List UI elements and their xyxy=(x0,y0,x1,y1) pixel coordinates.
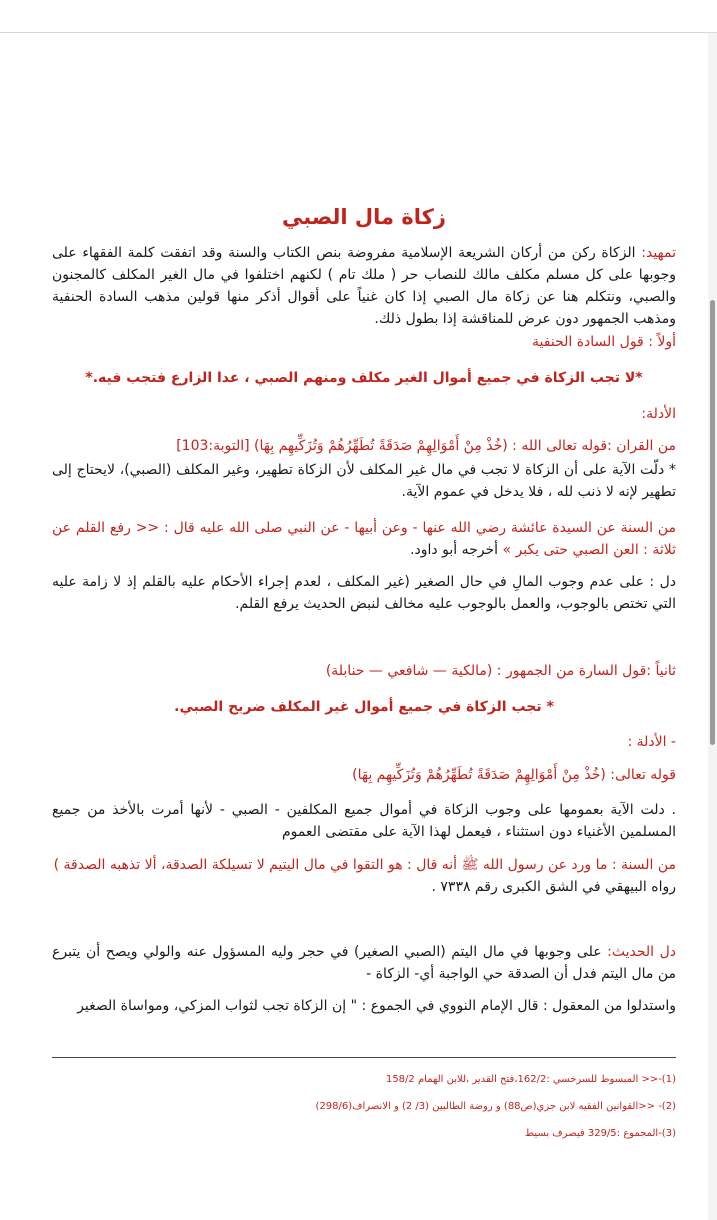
section-two-hadith-label: دل الحديث: xyxy=(607,944,677,960)
section-one-quran-note: * دلّت الآية على أن الزكاة لا تجب في مال غير المكلف لأن الزكاة تطهير، وغير المكلف (الصبي)، لايحتاج إلى تطهير لإنه لا ذنب لله ، فلا يدخل في عموم الآية. xyxy=(52,462,676,500)
section-one-evidence-heading: الأدلة: xyxy=(641,406,676,422)
scrollbar[interactable] xyxy=(710,300,715,745)
document-page xyxy=(0,33,708,1220)
page-title: زكاة مال الصبي xyxy=(282,205,446,229)
section-two-quran-note: . دلت الآية بعمومها على وجوب الزكاة في أموال جميع المكلفين - الصبي - لأنها أمرت بالأخذ من جميع المسلمين الأغنياء دون استثناء ، فيعمل لهذا الآية على مقتضى العموم xyxy=(52,802,676,840)
section-two-statement: * تجب الزكاة في جميع أموال غير المكلف ضريح الصبي. xyxy=(174,699,554,715)
section-two-heading: ثانياً :قول السارة من الجمهور : (مالكية — شافعي — حنابلة) xyxy=(325,663,676,679)
section-one-sunnah xyxy=(52,517,676,561)
section-one-quran: من القران :قوله تعالى الله : (خُذْ مِنْ أَمْوَالِهِمْ صَدَقَةً تُطَهِّرُهُمْ وَتُزَكِّيهِم بِهَا) [التوبة:103] xyxy=(176,438,676,454)
section-one-statement: *لا تجب الزكاة في جميع أموال الغير مكلف ومنهم الصبي ، عدا الزارع فتجب فيه.* xyxy=(85,370,643,386)
section-one-sunnah-text: من السنة عن السيدة عائشة رضي الله عنها - وعن أبيها - عن النبي صلى الله عليه قال : << رفع القلم عن ثلاثة : العن الصبي حتى يكبر » xyxy=(52,520,676,558)
intro-label: تمهيد: xyxy=(641,245,676,261)
section-one-dalala: دل : على عدم وجوب المالِ في حال الصغير (غير المكلف ، لعدم إجراء الأحكام عليه بالقلم إذ لا زامة عليه التي تختص بالوجوب، والعمل بالوجوب عليه مخالف لنبض الحديث يرفع القلم. xyxy=(52,574,676,612)
section-two-sunnah-source: رواه البيهقي في الشق الكبرى رقم ٧٣٣٨ . xyxy=(431,879,676,895)
footnote-3: (3)-المجموع :329/5 فيصرف بسيط xyxy=(524,1128,676,1139)
intro-text: الزكاة ركن من أركان الشريعة الإسلامية مفروضة بنص الكتاب والسنة وقد اتفقت كلمة الفقهاء على وجوبها على كل مسلم مكلف مالك للنصاب حر ( ملك تام ) لكنهم اختلفوا في مال الغير المكلف كالمجنون والصبي، ونتكلم هنا عن زكاة مال الصبي إذا كان غنياً على أقوال أذكر منها قولين مذهب السادة الحنفية ومذهب الجمهور دون عرض للمناقشة إذا بطول ذلك. xyxy=(52,245,676,327)
section-two-quran: قوله تعالى: (خُذْ مِنْ أَمْوَالِهِمْ صَدَقَةً تُطَهِّرُهُمْ وَتُزَكِّيهِم بِهَا) xyxy=(352,767,676,783)
section-two-evidence-heading: - الأدلة : xyxy=(627,734,676,750)
section-one-heading: أولاً : قول السادة الحنفية xyxy=(532,334,676,350)
section-two-hadith xyxy=(52,941,676,985)
section-two-hadith-text: على وجوبها في مال اليتم (الصبي الصغير) في حجر وليه المسؤول عنه والولي ويصح أن يتبرع من مال اليتم فدل أن الصدقة حي الواجبة أي- الزكاة - xyxy=(52,944,676,982)
footnote-1: (1)-<< المبسوط للسرخسي :162/2،فتح القدير ،للابن الهمام 158/2 xyxy=(385,1074,676,1085)
intro-paragraph xyxy=(52,242,676,330)
top-bar xyxy=(0,0,717,33)
section-one-sunnah-source: أخرجه أبو داود. xyxy=(410,542,499,558)
footnote-2: (2)- <<القوانين الفقيه لابن جزي(ص88) و روضة الطالبين (3/ 2) و الانصراف(298/6) xyxy=(315,1101,676,1112)
section-two-sunnah: من السنة : ما ورد عن رسول الله ﷺ أنه قال : هو التقوا في مال اليتيم لا تسيلكة الصدقة، ألا تذهبه الصدقة ) xyxy=(53,857,676,873)
footnote-divider xyxy=(52,1057,676,1058)
section-two-reason: واستدلوا من المعقول : قال الإمام النووي في الجموع : " إن الزكاة تجب لثواب المزكي، ومواساة الصغير xyxy=(77,998,676,1014)
